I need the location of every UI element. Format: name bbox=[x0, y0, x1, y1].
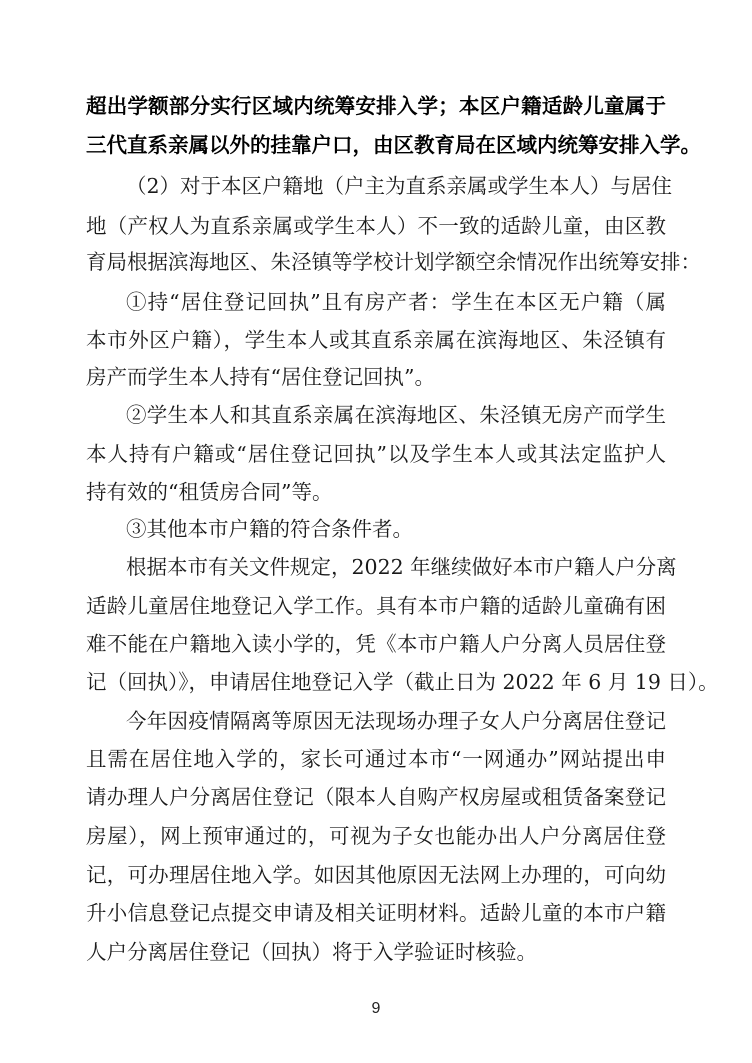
paragraph-line: 育局根据滨海地区、朱泾镇等学校计划学额空余情况作出统筹安排： bbox=[86, 250, 701, 274]
paragraph-line: 房屋），网上预审通过的，可视为子女也能办出人户分离居住登 bbox=[86, 824, 666, 848]
page-number: 9 bbox=[371, 1000, 381, 1017]
paragraph-line: 请办理人户分离居住登记（限本人自购产权房屋或租赁备案登记 bbox=[86, 785, 666, 809]
paragraph-line: 记（回执）》，申请居住地登记入学（截止日为 2022 年 6 月 19 日）。 bbox=[86, 670, 719, 694]
paragraph-line: 持有效的“租赁房合同”等。 bbox=[86, 480, 333, 504]
paragraph-line: 难不能在户籍地入读小学的，凭《本市户籍人户分离人员居住登 bbox=[86, 632, 666, 656]
paragraph-line: 本市外区户籍），学生本人或其直系亲属在滨海地区、朱泾镇有 bbox=[86, 328, 666, 352]
paragraph-line: 且需在居住地入学的，家长可通过本市“一网通办”网站提出申 bbox=[86, 747, 666, 771]
paragraph-line-bold: 三代直系亲属以外的挂靠户口，由区教育局在区域内统筹安排入学。 bbox=[86, 133, 701, 157]
paragraph-line: 升小信息登记点提交申请及相关证明材料。适龄儿童的本市户籍 bbox=[86, 901, 666, 925]
paragraph-line-bold: 超出学额部分实行区域内统筹安排入学；本区户籍适龄儿童属于 bbox=[86, 94, 666, 118]
paragraph-line: 今年因疫情隔离等原因无法现场办理子女人户分离居住登记 bbox=[126, 709, 666, 733]
paragraph-line: （2）对于本区户籍地（户主为直系亲属或学生本人）与居住 bbox=[126, 174, 673, 198]
paragraph-line: 房产而学生本人持有“居住登记回执”。 bbox=[86, 365, 435, 389]
paragraph-line: 地（产权人为直系亲属或学生本人）不一致的适龄儿童，由区教 bbox=[86, 214, 666, 238]
paragraph-line: ①持“居住登记回执”且有房产者：学生在本区无户籍（属 bbox=[126, 290, 666, 314]
paragraph-line: ②学生本人和其直系亲属在滨海地区、朱泾镇无房产而学生 bbox=[126, 403, 666, 427]
paragraph-line: 适龄儿童居住地登记入学工作。具有本市户籍的适龄儿童确有困 bbox=[86, 594, 666, 618]
paragraph-line: 根据本市有关文件规定，2022 年继续做好本市户籍人户分离 bbox=[126, 555, 677, 579]
paragraph-line: ③其他本市户籍的符合条件者。 bbox=[126, 517, 413, 541]
paragraph-line: 记，可办理居住地入学。如因其他原因无法网上办理的，可向幼 bbox=[86, 863, 666, 887]
paragraph-line: 本人持有户籍或“居住登记回执”以及学生本人或其法定监护人 bbox=[86, 442, 666, 466]
paragraph-line: 人户分离居住登记（回执）将于入学验证时核验。 bbox=[86, 940, 537, 964]
